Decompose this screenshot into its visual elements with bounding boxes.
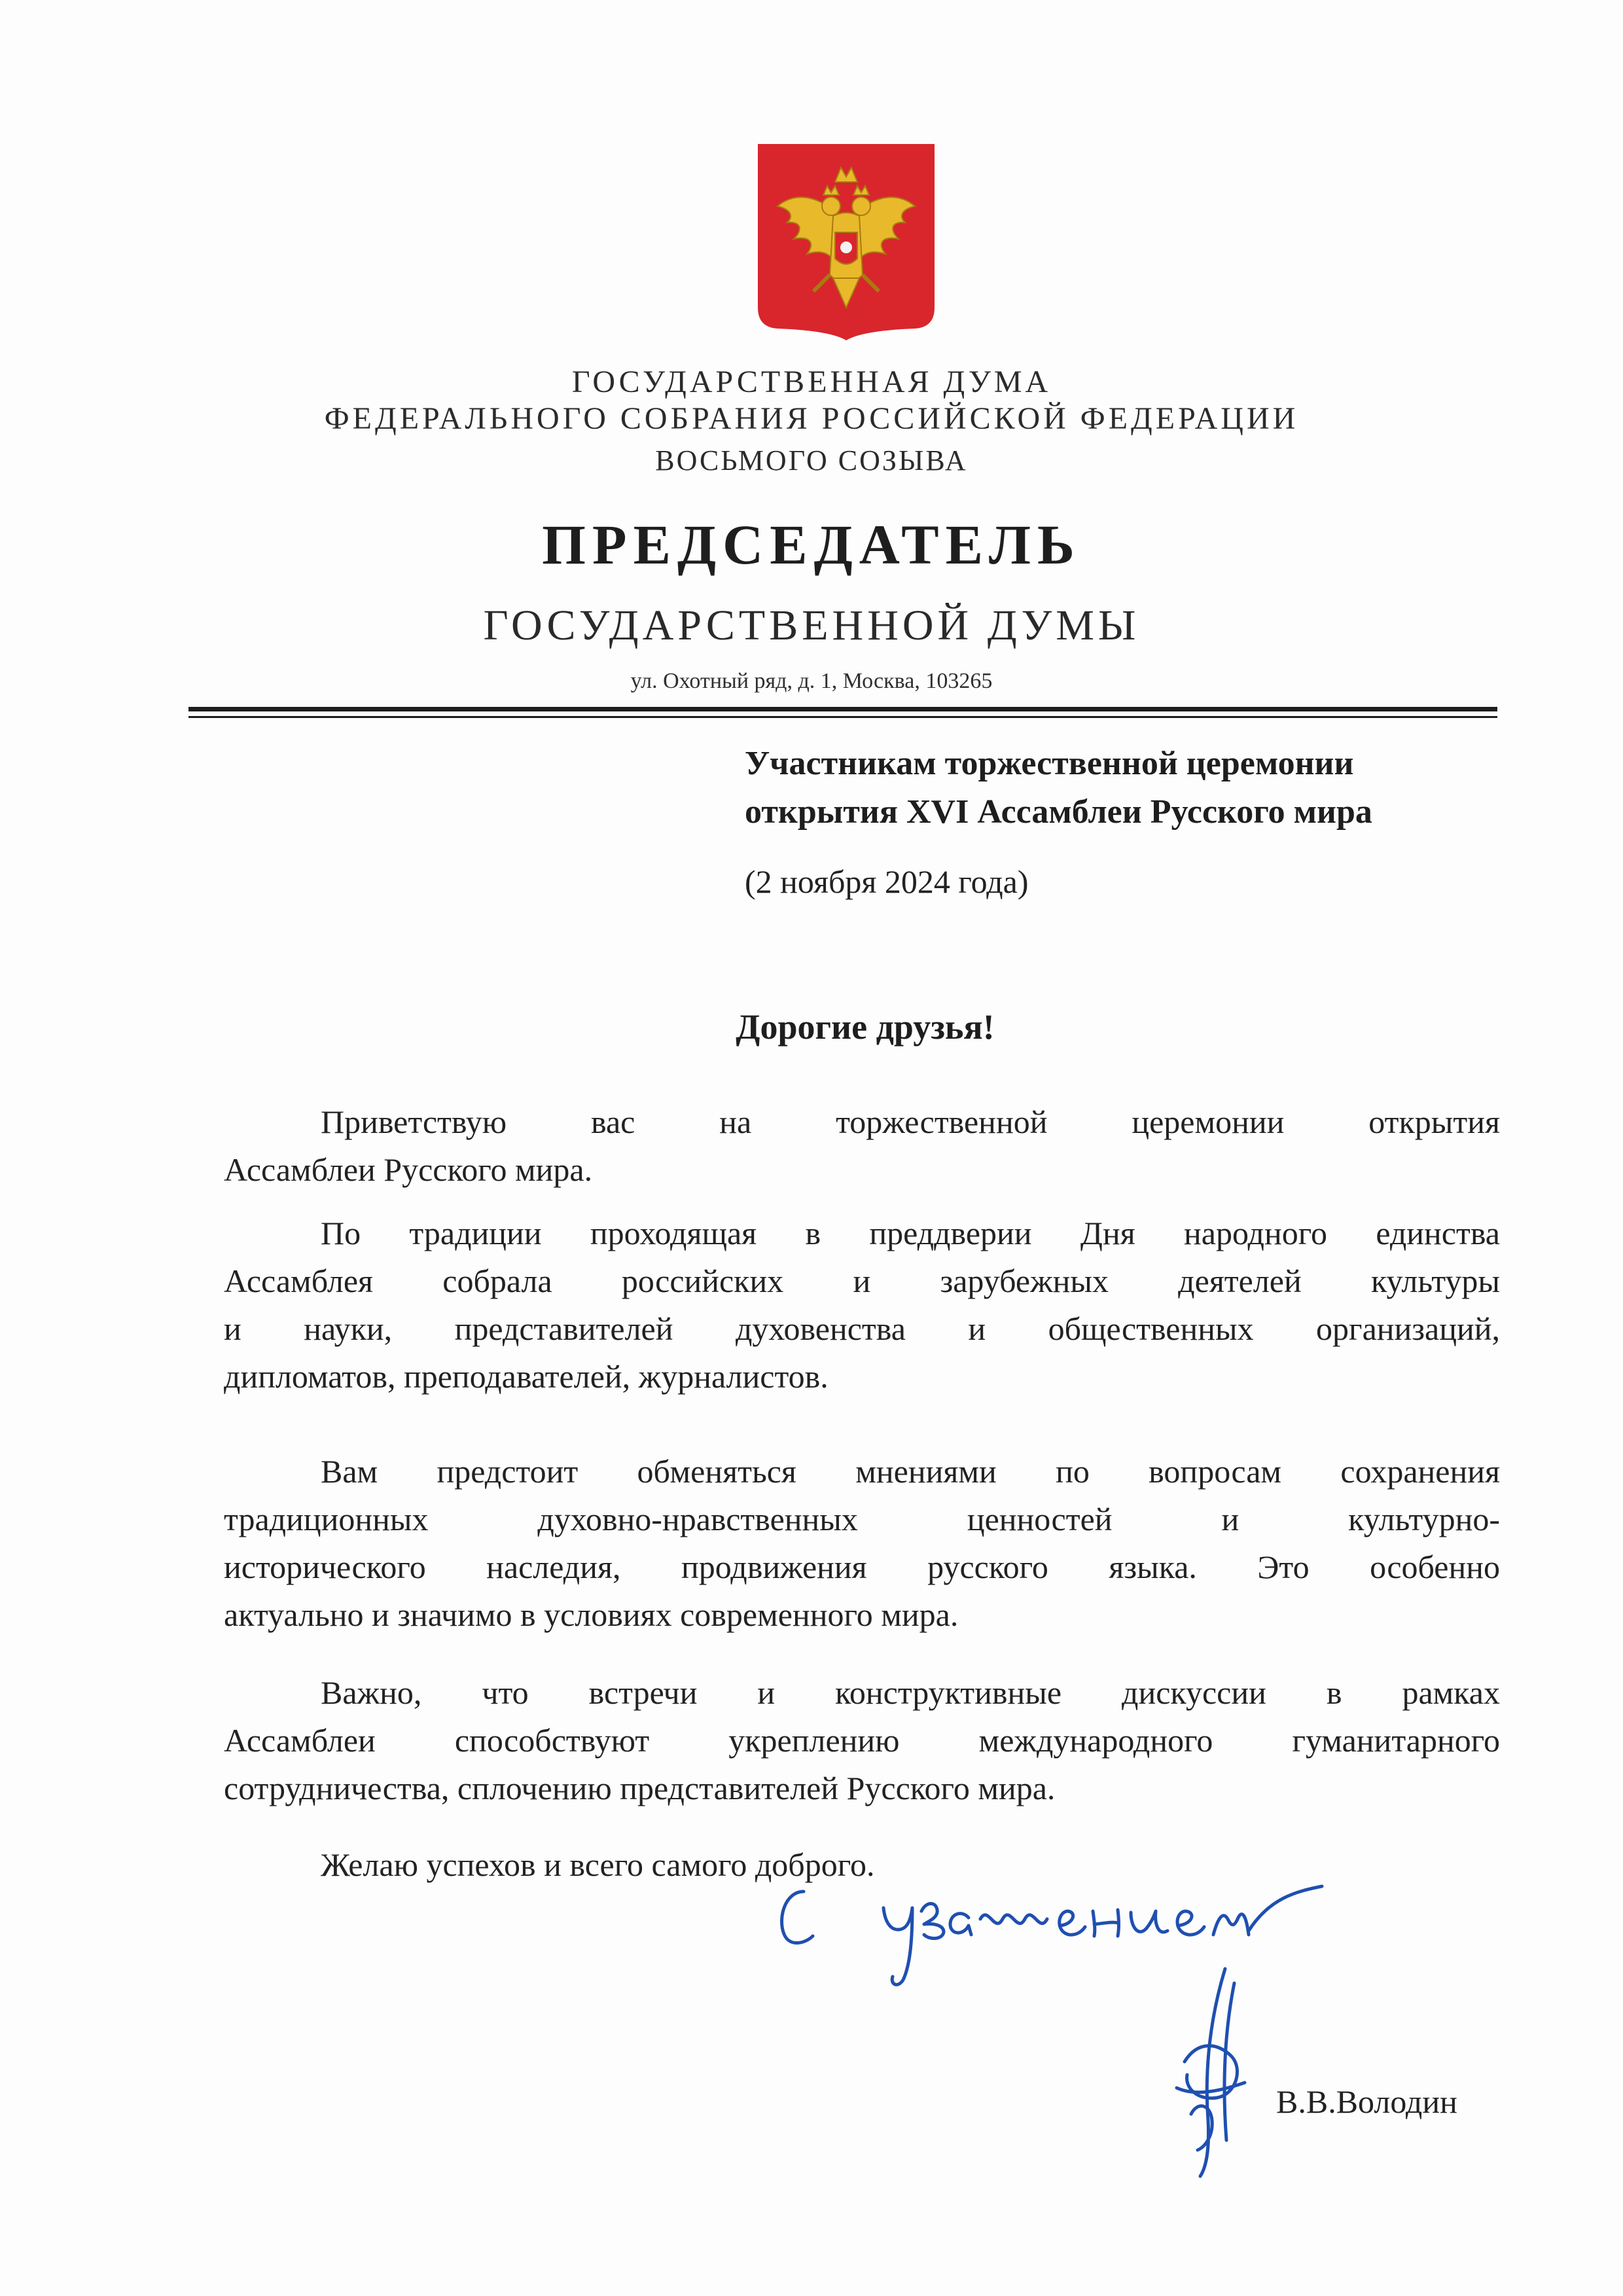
paragraph-line: Ассамблея собрала российских и зарубежных деятелей культуры [224, 1263, 1500, 1299]
org-name-line2: ФЕДЕРАЛЬНОГО СОБРАНИЯ РОССИЙСКОЙ ФЕДЕРАЦИИ [324, 401, 1299, 436]
letter-date: (2 ноября 2024 года) [745, 863, 1029, 900]
paragraph-1 [224, 1098, 1500, 1194]
letterhead-title: ПРЕДСЕДАТЕЛЬ [542, 513, 1081, 576]
paragraph-line: дипломатов, преподавателей, журналистов. [224, 1358, 829, 1395]
paragraph-line: Ассамблеи Русского мира. [224, 1151, 593, 1188]
addressee-line2: открытия XVI Ассамблеи Русского мира [745, 793, 1372, 831]
paragraph-4 [224, 1669, 1500, 1812]
paragraph-line: Вам предстоит обменяться мнениями по вопросам сохранения [321, 1453, 1500, 1490]
coat-of-arms-icon [758, 144, 935, 340]
addressee [745, 740, 1372, 836]
paragraph-3 [224, 1448, 1500, 1639]
handwritten-regards-icon [772, 1872, 1335, 1990]
signature-icon [1171, 1964, 1250, 2179]
letterhead-rule-thick [188, 707, 1497, 711]
org-convocation: ВОСЬМОГО СОЗЫВА [655, 444, 968, 476]
letterhead-address: ул. Охотный ряд, д. 1, Москва, 103265 [630, 669, 993, 693]
addressee-line1: Участникам торжественной церемонии [745, 745, 1354, 782]
org-name-line1: ГОСУДАРСТВЕННАЯ ДУМА [571, 365, 1052, 399]
paragraph-line: традиционных духовно-нравственных ценностей и культурно- [224, 1501, 1500, 1537]
paragraph-line: Важно, что встречи и конструктивные дискуссии в рамках [321, 1674, 1500, 1711]
greeting: Дорогие друзья! [736, 1007, 995, 1047]
paragraph-line: исторического наследия, продвижения русского языка. Это особенно [224, 1549, 1500, 1585]
paragraph-line: Приветствую вас на торжественной церемонии открытия [321, 1103, 1500, 1140]
closing-line: Желаю успехов и всего самого доброго. [321, 1846, 875, 1883]
paragraph-line: Ассамблеи способствуют укреплению международного гуманитарного [224, 1722, 1500, 1759]
signer-name: В.В.Володин [1276, 2083, 1457, 2120]
paragraph-2 [224, 1210, 1500, 1401]
paragraph-line: актуально и значимо в условиях современного мира. [224, 1596, 959, 1633]
paragraph-line: сотрудничества, сплочению представителей Русского мира. [224, 1770, 1056, 1806]
paragraph-line: По традиции проходящая в преддверии Дня народного единства [321, 1215, 1500, 1251]
paragraph-line: и науки, представителей духовенства и общественных организаций, [224, 1310, 1500, 1347]
letterhead-subtitle: ГОСУДАРСТВЕННОЙ ДУМЫ [483, 601, 1140, 649]
letterhead-rule-thin [188, 716, 1497, 718]
